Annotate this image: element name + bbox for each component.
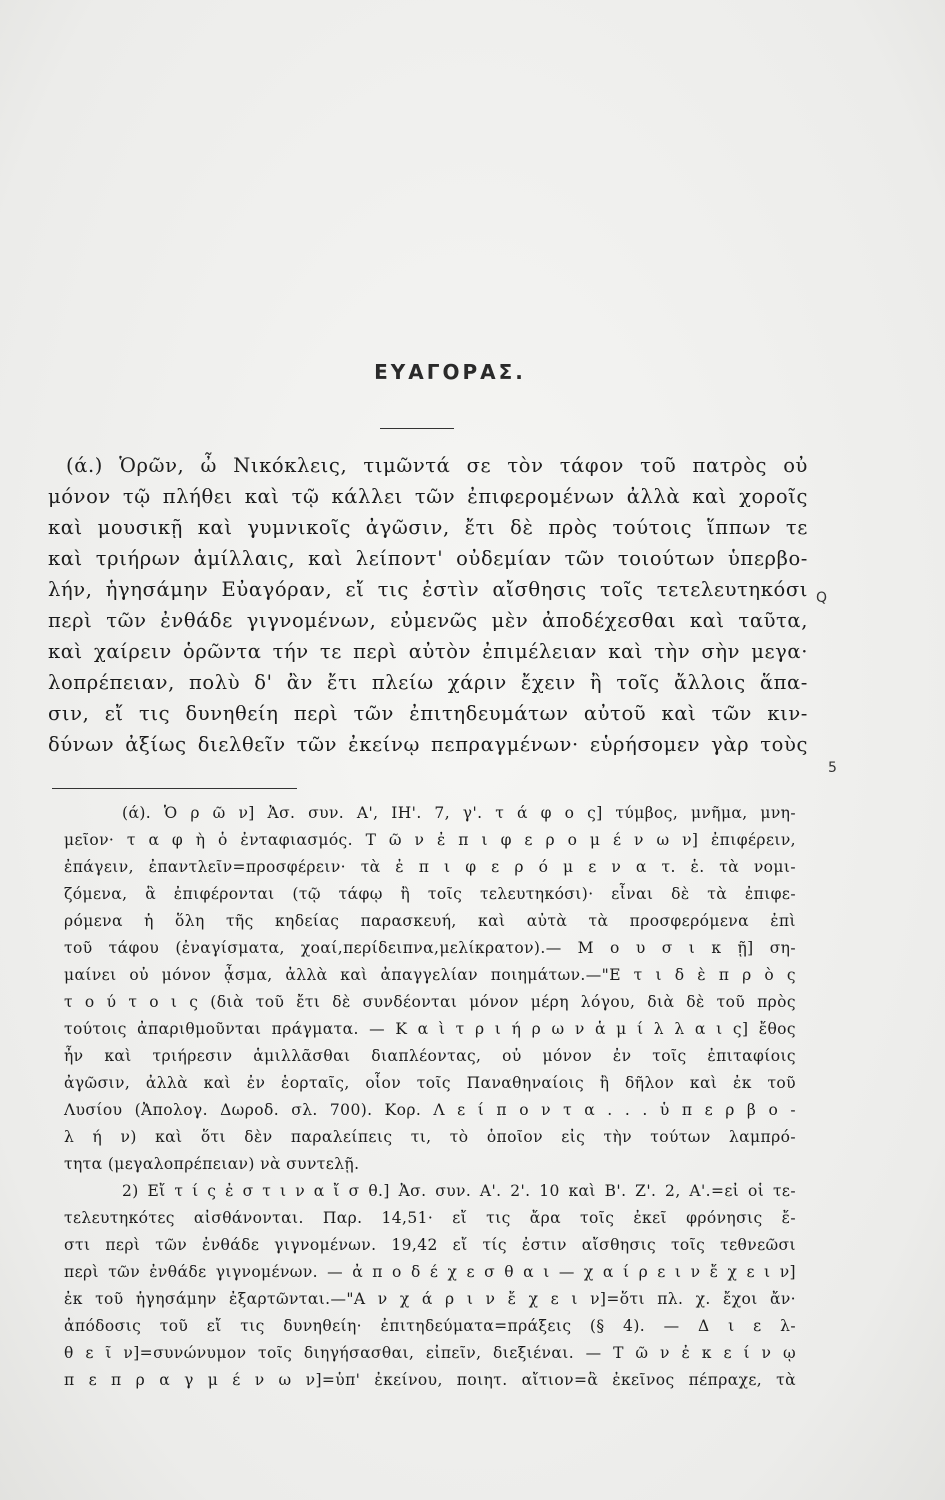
margin-mark: 5 (828, 760, 837, 776)
footnote-line: π ε π ρ α γ μ έ ν ω ν]=ὑπ' ἐκείνου, ποιητ. αἴτιον=ἃ ἐκεῖνος πέπραχε, τὰ (64, 1371, 796, 1389)
main-line: περὶ τῶν ἐνθάδε γιγνομένων, εὐμενῶς μὲν ἀποδέχεσθαι καὶ ταῦτα, (48, 609, 808, 632)
footnote-line: τητα (μεγαλοπρέπειαν) νὰ συντελῇ. (64, 1155, 360, 1173)
main-line: καὶ τριήρων ἁμίλλαις, καὶ λείποντ' οὐδεμίαν τῶν τοιούτων ὑπερβο- (48, 547, 808, 570)
title-rule (380, 428, 454, 429)
footnote-line: ἀγῶσιν, ἀλλὰ καὶ ἐν ἑορταῖς, οἷον τοῖς Παναθηναίοις ἢ δῆλον καὶ ἐκ τοῦ (64, 1074, 796, 1092)
main-line: δύνων ἀξίως διελθεῖν τῶν ἐκείνῳ πεπραγμένων· εὑρήσομεν γὰρ τοὺς (48, 733, 808, 756)
footnote-line: τελευτηκότες αἰσθάνονται. Παρ. 14,51· εἴ τις ἄρα τοῖς ἐκεῖ φρόνησις ἔ- (64, 1209, 796, 1227)
footnote-line: λ ή ν) καὶ ὅτι δὲν παραλείπεις τι, τὸ ὁποῖον εἰς τὴν τούτων λαμπρό- (64, 1128, 796, 1146)
footnote-line: περὶ τῶν ἐνθάδε γιγνομένων. — ἀ π ο δ έ χ ε σ θ α ι — χ α ί ρ ε ι ν ἔ χ ε ι ν] (64, 1263, 796, 1281)
main-text-block (48, 450, 808, 760)
footnote-line: Λυσίου (Ἀπολογ. Δωροδ. σλ. 700). Κορ. Λ ε ί π ο ν τ α . . . ὑ π ε ρ β ο - (64, 1101, 796, 1119)
footnote-line: μεῖον· τ α φ ὴ ὁ ἐνταφιασμός. Τ ῶ ν ἐ π ι φ ε ρ ο μ έ ν ω ν] ἐπιφέρειν, (64, 831, 796, 849)
footnote-line: θ ε ῖ ν]=συνώνυμον τοῖς διηγήσασθαι, εἰπεῖν, διεξιέναι. — Τ ῶ ν ἐ κ ε ί ν ῳ (64, 1344, 796, 1362)
main-line: (ά.) Ὁρῶν, ὦ Νικόκλεις, τιμῶντά σε τὸν τάφον τοῦ πατρὸς οὐ (66, 454, 808, 477)
footnote-separator (52, 788, 297, 789)
footnote-line: τούτοις ἀπαριθμοῦνται πράγματα. — Κ α ὶ τ ρ ι ή ρ ω ν ἁ μ ί λ λ α ι ς] ἔθος (64, 1020, 796, 1038)
main-line: λήν, ἡγησάμην Εὐαγόραν, εἴ τις ἐστὶν αἴσθησις τοῖς τετελευτηκόσι (48, 578, 808, 601)
footnote-line: τοῦ τάφου (ἐναγίσματα, χοαί,περίδειπνα,μελίκρατον).— Μ ο υ σ ι κ ῇ] ση- (64, 939, 796, 957)
margin-mark: Q (816, 590, 828, 606)
footnote-line: τ ο ύ τ ο ι ς (διὰ τοῦ ἔτι δὲ συνδέονται μόνον μέρη λόγου, διὰ δὲ τοῦ πρὸς (64, 993, 796, 1011)
main-line: σιν, εἴ τις δυνηθείη περὶ τῶν ἐπιτηδευμάτων αὐτοῦ καὶ τῶν κιν- (48, 702, 808, 725)
main-line: λοπρέπειαν, πολὺ δ' ἂν ἔτι πλείω χάριν ἔχειν ἢ τοῖς ἄλλοις ἅπα- (48, 671, 808, 694)
footnote-line: ρόμενα ἡ ὅλη τῆς κηδείας παρασκευή, καὶ αὐτὰ τὰ προσφερόμενα ἐπὶ (64, 912, 796, 930)
footnotes-block (64, 800, 796, 1394)
footnote-line: ἀπόδοσις τοῦ εἴ τις δυνηθείη· ἐπιτηδεύματα=πράξεις (§ 4). — Δ ι ε λ- (64, 1317, 796, 1335)
main-line: καὶ χαίρειν ὁρῶντα τήν τε περὶ αὐτὸν ἐπιμέλειαν καὶ τὴν σὴν μεγα· (48, 640, 808, 663)
page-title: ΕΥΑΓΟΡΑΣ. (374, 360, 526, 384)
footnote-line: ἐκ τοῦ ἡγησάμην ἐξαρτῶνται.—"Α ν χ ά ρ ι ν ἔ χ ε ι ν]=ὅτι πλ. χ. ἔχοι ἄν· (64, 1290, 796, 1308)
footnote-line: 2) Εἴ τ ί ς ἐ σ τ ι ν α ἴ σ θ.] Ἀσ. συν. Α'. 2'. 10 καὶ Β'. Ζ'. 2, Α'.=εἰ οἱ τε- (122, 1182, 796, 1200)
footnote-line: (ά). Ὁ ρ ῶ ν] Ἀσ. συν. Α', ΙΗ'. 7, γ'. τ ά φ ο ς] τύμβος, μνῆμα, μνη- (122, 804, 796, 822)
footnote-line: μαίνει οὐ μόνον ᾆσμα, ἀλλὰ καὶ ἀπαγγελίαν ποιημάτων.—"Ε τ ι δ ὲ π ρ ὸ ς (64, 966, 796, 984)
footnote-line: ζόμενα, ἃ ἐπιφέρονται (τῷ τάφῳ ἢ τοῖς τελευτηκόσι)· εἶναι δὲ τὰ ἐπιφε- (64, 885, 796, 903)
footnote-line: ἦν καὶ τριήρεσιν ἁμιλλᾶσθαι διαπλέοντας, οὐ μόνον ἐν τοῖς ἐπιταφίοις (64, 1047, 796, 1065)
main-line: μόνον τῷ πλήθει καὶ τῷ κάλλει τῶν ἐπιφερομένων ἀλλὰ καὶ χοροῖς (48, 485, 808, 508)
main-line: καὶ μουσικῇ καὶ γυμνικοῖς ἀγῶσιν, ἔτι δὲ πρὸς τούτοις ἵππων τε (48, 516, 808, 539)
footnote-line: στι περὶ τῶν ἐνθάδε γιγνομένων. 19,42 εἴ τίς ἐστιν αἴσθησις τοῖς τεθνεῶσι (64, 1236, 796, 1254)
footnote-line: ἐπάγειν, ἐπαντλεῖν=προσφέρειν· τὰ ἐ π ι φ ε ρ ό μ ε ν α τ. ἑ. τὰ νομι- (64, 858, 796, 876)
